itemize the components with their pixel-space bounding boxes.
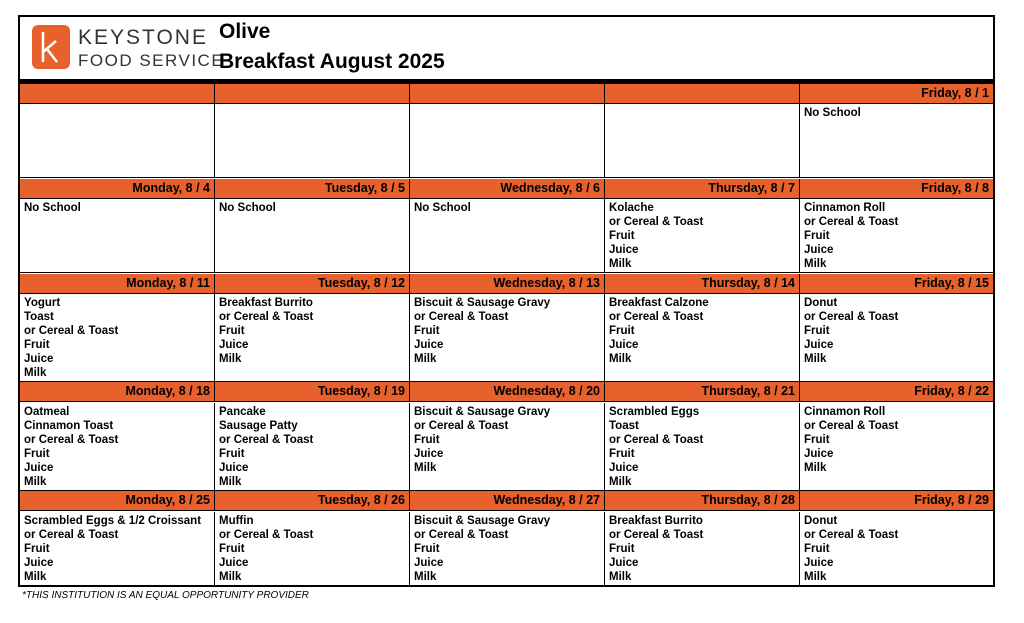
menu-item: Juice xyxy=(414,556,444,569)
menu-item: Juice xyxy=(414,338,444,351)
day-header xyxy=(605,84,800,104)
menu-item: Juice xyxy=(609,461,639,474)
menu-item: Milk xyxy=(609,475,632,488)
day-header: Tuesday, 8 / 5 xyxy=(215,179,410,199)
menu-item: Juice xyxy=(804,244,834,257)
day-menu xyxy=(215,199,410,273)
menu-item: Scrambled Eggs & 1/2 Croissant xyxy=(24,514,202,527)
menu-item: Fruit xyxy=(219,542,245,555)
menu-item: No School xyxy=(219,202,276,215)
day-header: Tuesday, 8 / 12 xyxy=(215,274,410,294)
menu-item: Milk xyxy=(414,461,437,474)
menu-item: Donut xyxy=(804,296,838,309)
day-header: Monday, 8 / 4 xyxy=(20,179,215,199)
day-header: Friday, 8 / 8 xyxy=(800,179,993,199)
menu-item: Juice xyxy=(609,338,639,351)
keystone-logo xyxy=(32,25,70,69)
day-header: Wednesday, 8 / 6 xyxy=(410,179,605,199)
menu-item: Juice xyxy=(609,556,639,569)
menu-item: or Cereal & Toast xyxy=(414,419,509,432)
day-header xyxy=(410,84,605,104)
menu-item: Juice xyxy=(219,338,249,351)
day-header: Friday, 8 / 15 xyxy=(800,274,993,294)
day-menu xyxy=(800,403,993,491)
day-header: Wednesday, 8 / 27 xyxy=(410,491,605,511)
day-header: Wednesday, 8 / 13 xyxy=(410,274,605,294)
day-menu xyxy=(20,199,215,273)
menu-item: or Cereal & Toast xyxy=(219,433,314,446)
menu-item: Milk xyxy=(219,352,242,365)
menu-item: Fruit xyxy=(804,324,830,337)
menu-item: Toast xyxy=(609,419,639,432)
menu-item: Fruit xyxy=(414,324,440,337)
page-title: Breakfast August 2025 xyxy=(219,50,445,73)
menu-item: Milk xyxy=(24,475,47,488)
menu-item: or Cereal & Toast xyxy=(804,310,899,323)
calendar-grid xyxy=(20,84,993,587)
menu-item: Fruit xyxy=(219,447,245,460)
menu-item: or Cereal & Toast xyxy=(414,528,509,541)
day-menu xyxy=(215,512,410,587)
day-menu xyxy=(800,294,993,382)
menu-item: Fruit xyxy=(219,324,245,337)
menu-item: Juice xyxy=(219,556,249,569)
menu-item: Juice xyxy=(804,556,834,569)
menu-item: Juice xyxy=(804,447,834,460)
day-header: Thursday, 8 / 7 xyxy=(605,179,800,199)
menu-item: Fruit xyxy=(24,447,50,460)
menu-item: Milk xyxy=(24,570,47,583)
day-header: Tuesday, 8 / 26 xyxy=(215,491,410,511)
day-menu xyxy=(20,294,215,382)
day-menu xyxy=(605,104,800,178)
day-menu xyxy=(605,294,800,382)
day-header: Wednesday, 8 / 20 xyxy=(410,382,605,402)
menu-item: Milk xyxy=(804,570,827,583)
menu-item: Milk xyxy=(414,352,437,365)
menu-item: Fruit xyxy=(24,338,50,351)
k-logo-icon xyxy=(32,25,70,69)
day-menu xyxy=(410,199,605,273)
menu-item: Biscuit & Sausage Gravy xyxy=(414,296,551,309)
menu-item: Juice xyxy=(24,352,54,365)
menu-calendar xyxy=(18,15,995,587)
menu-item: or Cereal & Toast xyxy=(609,433,704,446)
day-header: Monday, 8 / 18 xyxy=(20,382,215,402)
menu-item: Muffin xyxy=(219,514,254,527)
day-header xyxy=(20,84,215,104)
menu-item: No School xyxy=(804,107,861,120)
menu-item: Yogurt xyxy=(24,296,61,309)
menu-item: Biscuit & Sausage Gravy xyxy=(414,405,551,418)
menu-item: Cinnamon Roll xyxy=(804,405,886,418)
day-header xyxy=(215,84,410,104)
day-menu xyxy=(20,512,215,587)
day-header: Tuesday, 8 / 19 xyxy=(215,382,410,402)
brand-subtitle: FOOD SERVICE xyxy=(78,51,225,70)
day-menu xyxy=(605,403,800,491)
day-menu xyxy=(20,104,215,178)
menu-item: or Cereal & Toast xyxy=(609,216,704,229)
menu-item: Scrambled Eggs xyxy=(609,405,700,418)
menu-item: or Cereal & Toast xyxy=(804,216,899,229)
day-menu xyxy=(215,294,410,382)
menu-item: Oatmeal xyxy=(24,405,70,418)
day-header: Monday, 8 / 25 xyxy=(20,491,215,511)
menu-item: or Cereal & Toast xyxy=(804,528,899,541)
day-menu xyxy=(410,294,605,382)
menu-item: or Cereal & Toast xyxy=(219,310,314,323)
menu-item: Fruit xyxy=(609,447,635,460)
day-menu xyxy=(800,512,993,587)
menu-item: or Cereal & Toast xyxy=(804,419,899,432)
menu-item: or Cereal & Toast xyxy=(609,528,704,541)
menu-item: Milk xyxy=(804,461,827,474)
menu-item: Cinnamon Roll xyxy=(804,202,886,215)
menu-item: Milk xyxy=(804,352,827,365)
day-header: Friday, 8 / 29 xyxy=(800,491,993,511)
day-header: Thursday, 8 / 21 xyxy=(605,382,800,402)
menu-item: Juice xyxy=(219,461,249,474)
menu-item: No School xyxy=(414,202,471,215)
day-menu xyxy=(410,403,605,491)
menu-item: Fruit xyxy=(414,433,440,446)
menu-item: Fruit xyxy=(609,542,635,555)
menu-item: Breakfast Calzone xyxy=(609,296,709,309)
day-header: Friday, 8 / 22 xyxy=(800,382,993,402)
day-menu xyxy=(605,512,800,587)
menu-item: Kolache xyxy=(609,202,654,215)
menu-item: or Cereal & Toast xyxy=(24,528,119,541)
menu-item: or Cereal & Toast xyxy=(24,433,119,446)
day-menu xyxy=(215,104,410,178)
menu-item: No School xyxy=(24,202,81,215)
menu-item: Juice xyxy=(24,556,54,569)
menu-item: Fruit xyxy=(804,542,830,555)
menu-item: Juice xyxy=(24,461,54,474)
menu-item: Milk xyxy=(804,258,827,271)
menu-item: Biscuit & Sausage Gravy xyxy=(414,514,551,527)
menu-item: Milk xyxy=(609,258,632,271)
menu-item: or Cereal & Toast xyxy=(219,528,314,541)
day-header: Friday, 8 / 1 xyxy=(800,84,993,104)
day-header: Thursday, 8 / 28 xyxy=(605,491,800,511)
menu-item: Donut xyxy=(804,514,838,527)
day-menu xyxy=(215,403,410,491)
day-menu xyxy=(605,199,800,273)
day-header: Thursday, 8 / 14 xyxy=(605,274,800,294)
menu-item: Fruit xyxy=(804,230,830,243)
menu-item: or Cereal & Toast xyxy=(609,310,704,323)
menu-item: Toast xyxy=(24,310,54,323)
menu-item: Fruit xyxy=(804,433,830,446)
brand-name: KEYSTONE xyxy=(78,26,208,49)
day-header: Monday, 8 / 11 xyxy=(20,274,215,294)
menu-item: Milk xyxy=(414,570,437,583)
menu-item: Fruit xyxy=(24,542,50,555)
menu-item: Milk xyxy=(24,366,47,379)
school-name: Olive xyxy=(219,20,271,43)
day-menu xyxy=(800,104,993,178)
menu-item: Juice xyxy=(804,338,834,351)
day-menu xyxy=(800,199,993,273)
menu-item: Fruit xyxy=(414,542,440,555)
menu-header xyxy=(20,17,993,79)
menu-item: or Cereal & Toast xyxy=(414,310,509,323)
menu-item: Juice xyxy=(414,447,444,460)
day-menu xyxy=(410,104,605,178)
menu-item: Cinnamon Toast xyxy=(24,419,114,432)
menu-item: Breakfast Burrito xyxy=(609,514,703,527)
menu-item: Milk xyxy=(609,352,632,365)
day-menu xyxy=(410,512,605,587)
menu-item: Juice xyxy=(609,244,639,257)
menu-item: Fruit xyxy=(609,324,635,337)
menu-item: or Cereal & Toast xyxy=(24,324,119,337)
day-menu xyxy=(20,403,215,491)
menu-item: Milk xyxy=(219,475,242,488)
menu-item: Pancake xyxy=(219,405,266,418)
menu-item: Milk xyxy=(609,570,632,583)
menu-item: Sausage Patty xyxy=(219,419,298,432)
menu-item: Fruit xyxy=(609,230,635,243)
menu-item: Breakfast Burrito xyxy=(219,296,313,309)
menu-item: Milk xyxy=(219,570,242,583)
equal-opportunity-note: *THIS INSTITUTION IS AN EQUAL OPPORTUNITY PROVIDER xyxy=(22,590,309,601)
